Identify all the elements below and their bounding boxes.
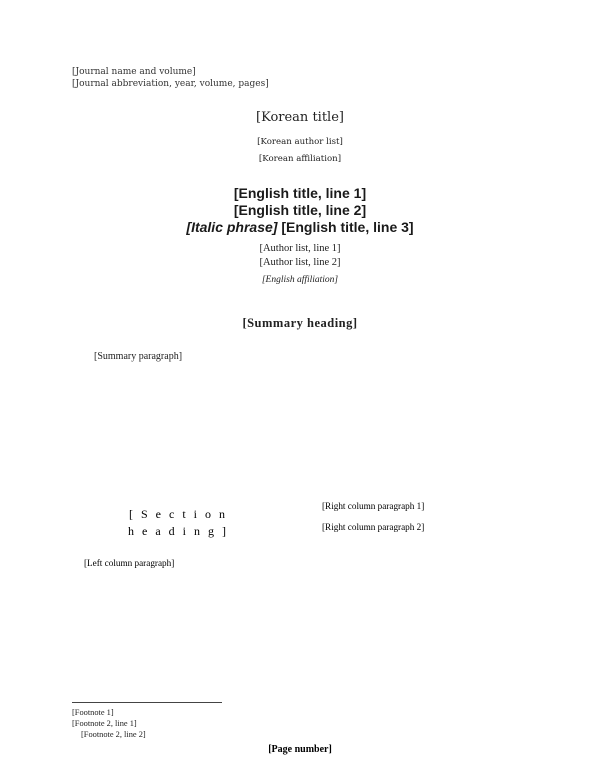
english-title-line-3 (72, 219, 528, 236)
english-authors-line-1: [Author list, line 1] (259, 243, 341, 254)
summary-paragraph: [Summary paragraph] (94, 351, 183, 362)
english-authors-line-2: [Author list, line 2] (259, 257, 341, 268)
english-title-italic-phrase: [Italic phrase] (186, 219, 278, 235)
section-heading: [Section heading] (128, 507, 234, 539)
body-right-column (310, 498, 528, 537)
summary-heading: [Summary heading] (242, 316, 358, 330)
english-authors (72, 242, 528, 270)
english-affiliation: [English affiliation] (261, 275, 339, 285)
body-left-column (72, 498, 290, 572)
footnote-1: [Footnote 1] (72, 708, 114, 717)
page-number: [Page number] (268, 744, 332, 755)
body-columns (72, 498, 528, 690)
korean-title: [Korean title] (256, 110, 344, 125)
left-column-paragraph: [Left column paragraph] (84, 557, 175, 568)
english-title-line-2: [English title, line 2] (233, 202, 367, 218)
korean-affiliation: [Korean affiliation] (258, 154, 342, 164)
right-column-paragraph-2: [Right column paragraph 2] (322, 522, 425, 533)
english-title-line-1: [English title, line 1] (233, 185, 367, 201)
footnote-divider (72, 702, 222, 703)
footnote-2-line-1: [Footnote 2, line 1] (72, 719, 137, 728)
english-title-line-3-rest: [English title, line 3] (281, 219, 414, 235)
journal-header-line-1: [Journal name and volume] (72, 67, 196, 77)
footnote-2-line-2: [Footnote 2, line 2] (81, 730, 146, 739)
korean-authors: [Korean author list] (257, 137, 343, 147)
journal-header (72, 66, 528, 90)
journal-header-line-2: [Journal abbreviation, year, volume, pages] (72, 79, 269, 89)
footnotes (72, 707, 528, 740)
english-title (72, 185, 528, 236)
right-column-paragraph-1: [Right column paragraph 1] (322, 501, 425, 511)
